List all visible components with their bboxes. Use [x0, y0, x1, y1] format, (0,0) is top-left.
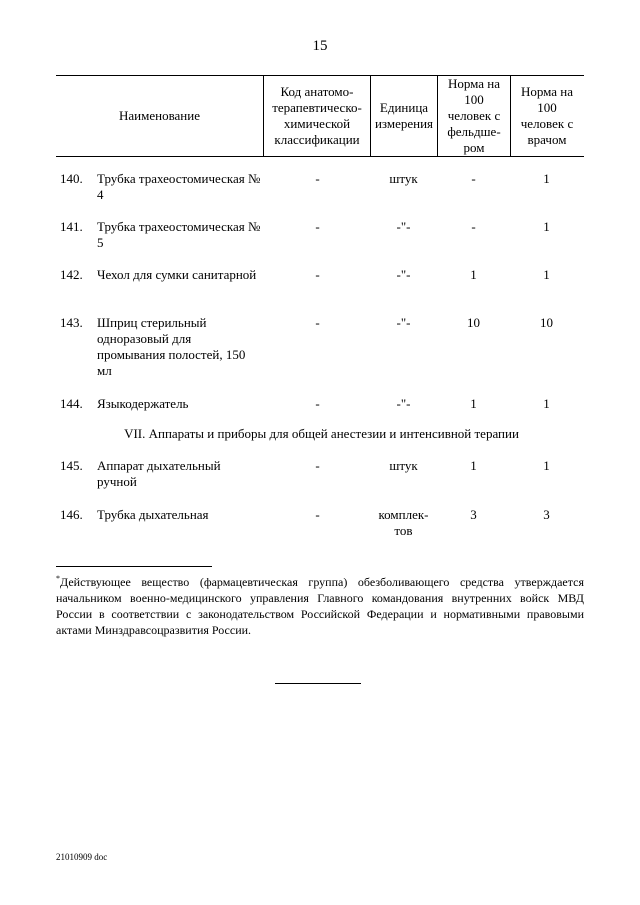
row-code: -	[315, 267, 320, 282]
footnote-marker: *	[56, 574, 60, 583]
section-title: VII. Аппараты и приборы для общей анестезии и интенсивной терапии	[124, 426, 519, 441]
row-number: 141.	[60, 219, 83, 234]
row-number: 142.	[60, 267, 83, 282]
row-number: 146.	[60, 507, 83, 522]
row-norm-doctor: 1	[543, 396, 550, 411]
row-number: 144.	[60, 396, 83, 411]
header-norm-doctor: Норма на 100 человек с врачом	[520, 83, 574, 147]
row-code: -	[315, 171, 320, 186]
row-code: -	[315, 507, 320, 522]
row-name: Трубка трахеостомическая № 4	[97, 171, 261, 202]
row-number: 143.	[60, 315, 83, 330]
row-name: Трубка дыхательная	[97, 507, 209, 522]
footer-code: 21010909 doc	[56, 852, 108, 862]
row-number: 140.	[60, 171, 83, 186]
row-norm-feldsher: 3	[470, 507, 477, 522]
row-norm-doctor: 1	[543, 267, 550, 282]
header-unit: Единица измерения	[374, 99, 434, 131]
row-norm-feldsher: 1	[470, 396, 477, 411]
row-code: -	[315, 458, 320, 473]
row-code: -	[315, 396, 320, 411]
row-norm-feldsher: -	[471, 219, 476, 234]
header-name: Наименование	[119, 107, 200, 123]
row-norm-feldsher: 10	[467, 315, 480, 330]
row-norm-feldsher: 1	[470, 458, 477, 473]
row-unit: -"-	[396, 396, 411, 411]
row-norm-doctor: 1	[543, 458, 550, 473]
header-norm-feldsher: Норма на 100 человек с фельдше-ром	[447, 75, 501, 155]
footnote-text: Действующее вещество (фармацевтическая группа) обезболивающего средства утверждается начальником военно-медицинского управления Главного командования внутренних войск МВД России в соответствии с законодательством Российской Федерации и нормативными правовыми актами Минздравсоцразвития России.	[56, 575, 584, 637]
row-norm-feldsher: 1	[470, 267, 477, 282]
row-unit: -"-	[396, 219, 411, 234]
row-norm-doctor: 3	[543, 507, 550, 522]
row-unit: штук	[389, 458, 418, 473]
row-name: Чехол для сумки санитарной	[97, 267, 257, 282]
footnote-separator	[56, 566, 212, 567]
table-header-bottom-border	[56, 156, 584, 157]
row-code: -	[315, 315, 320, 330]
row-norm-doctor: 10	[540, 315, 553, 330]
row-norm-doctor: 1	[543, 171, 550, 186]
row-unit: комплек-тов	[378, 507, 429, 538]
row-name: Языкодержатель	[97, 396, 189, 411]
page-number: 15	[312, 38, 328, 54]
row-number: 145.	[60, 458, 83, 473]
row-unit: -"-	[396, 315, 411, 330]
row-name: Трубка трахеостомическая № 5	[97, 219, 261, 250]
row-norm-feldsher: -	[471, 171, 476, 186]
row-name: Шприц стерильный одноразовый для промывания полостей, 150 мл	[97, 315, 246, 378]
footnote	[56, 571, 584, 638]
header-code: Код анатомо-терапевтическо-химической классификации	[272, 83, 362, 147]
row-code: -	[315, 219, 320, 234]
row-norm-doctor: 1	[543, 219, 550, 234]
header-divider	[510, 75, 511, 156]
row-unit: штук	[389, 171, 418, 186]
row-unit: -"-	[396, 267, 411, 282]
row-name: Аппарат дыхательный ручной	[97, 458, 221, 489]
header-divider	[437, 75, 438, 156]
end-separator	[275, 683, 361, 684]
